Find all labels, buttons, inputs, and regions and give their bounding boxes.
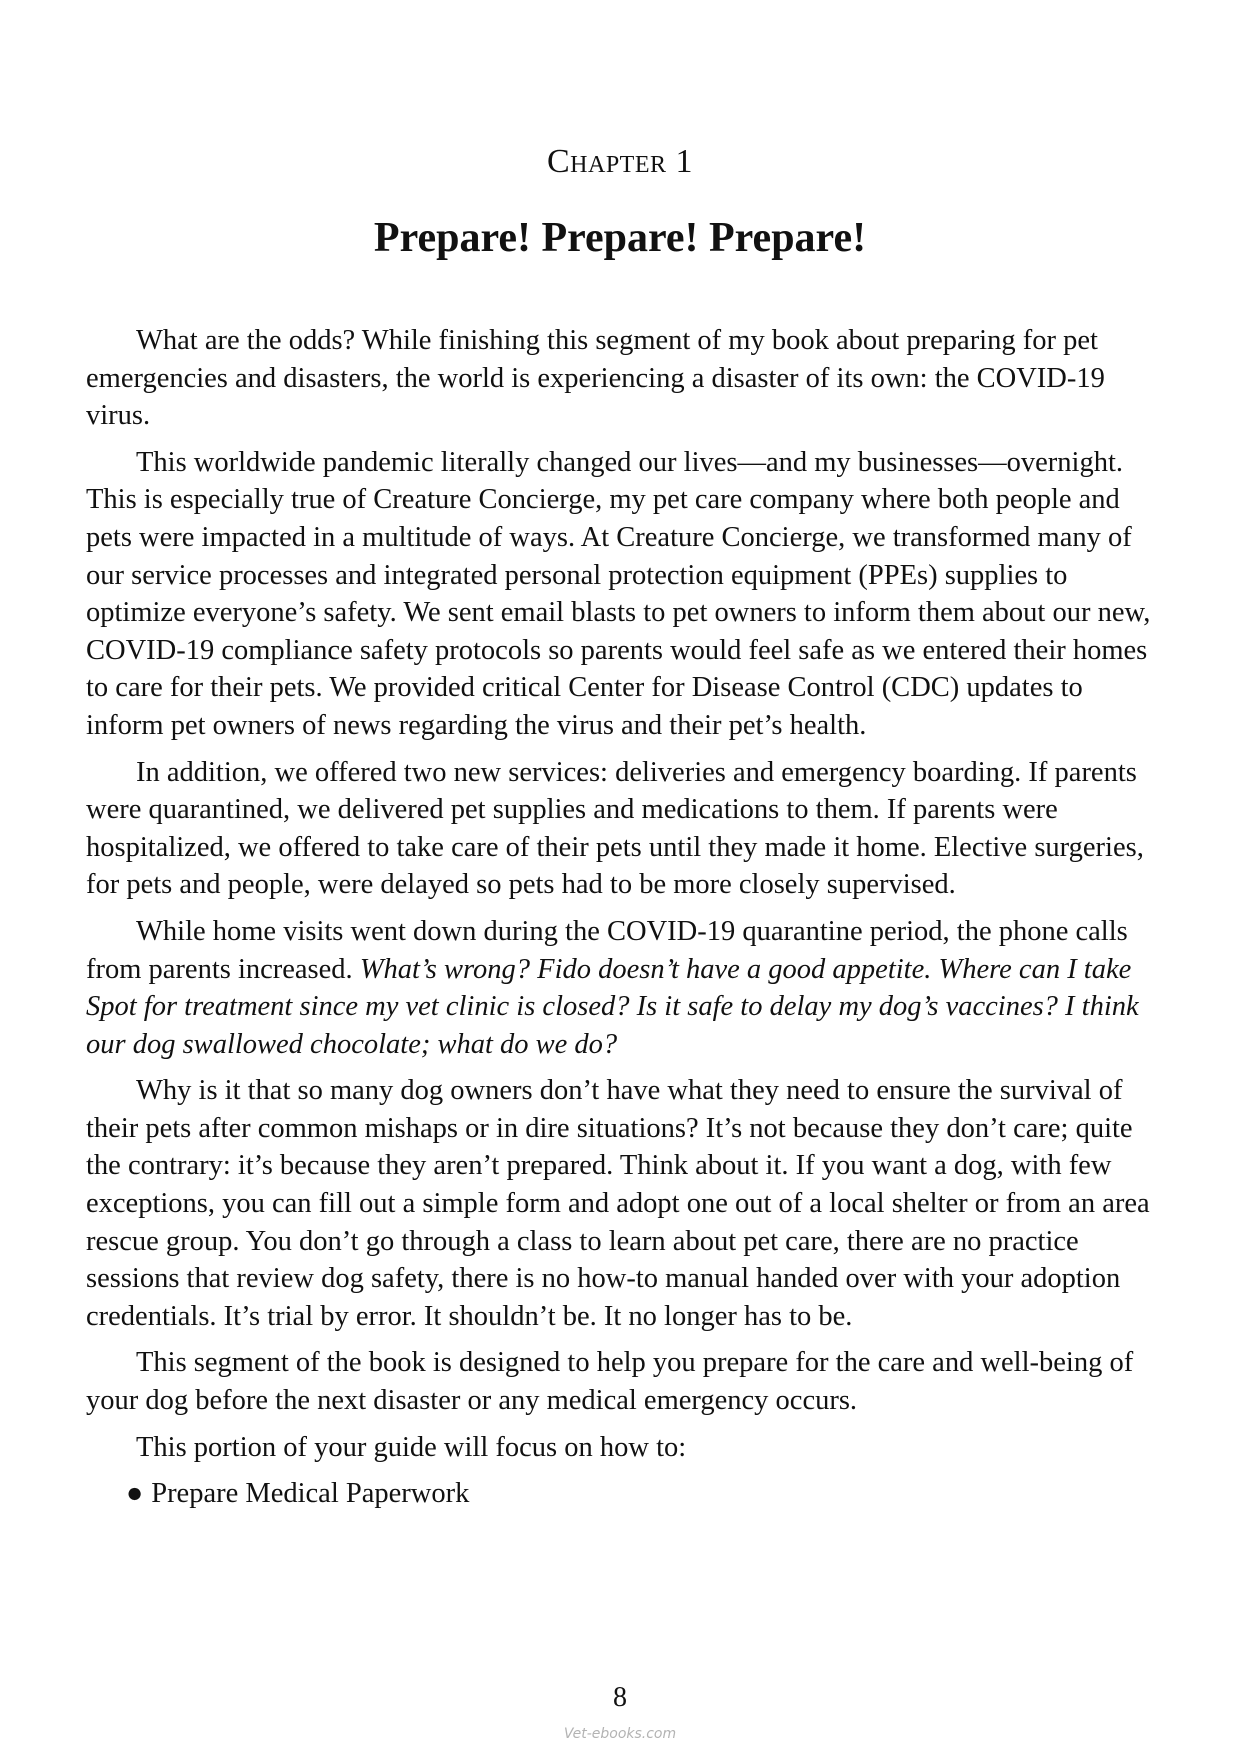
bullet-dot-icon: ● — [126, 1478, 144, 1510]
paragraph-text: While home visits went down during the COVID-19 quarantine period, the phone calls from parents increased. — [86, 915, 1128, 985]
chapter-body — [86, 322, 1154, 1513]
paragraph-text: This worldwide pandemic literally changed our lives—and my businesses—overnight. This is especially true of Creature Concierge, my pet care company where both people and pets were impacted in a multitude of ways. At Creature Concierge, we transformed many of our service processes and integrated personal protection equipment (PPEs) supplies to optimize everyone’s safety. We sent email blasts to pet owners to inform them about our new, COVID-19 compliance safety protocols so parents would feel safe as we entered their homes to care for their pets. We provided critical Center for Disease Control (CDC) updates to inform pet owners of news regarding the virus and their pet’s health. — [86, 446, 1151, 741]
paragraph — [86, 1429, 1154, 1467]
paragraph — [86, 1072, 1154, 1335]
paragraph — [86, 754, 1154, 904]
paragraph-text: In addition, we offered two new services: deliveries and emergency boarding. If parents were quarantined, we delivered pet supplies and medications to them. If parents were hospitalized, we offered to take care of their pets until they made it home. Elective surgeries, for pets and people, were delayed so pets had to be more closely supervised. — [86, 756, 1144, 901]
watermark-logo: Vet-ebooks.com — [563, 1726, 677, 1742]
paragraph-text: Why is it that so many dog owners don’t have what they need to ensure the survival of their pets after common mishaps or in dire situations? It’s not because they don’t care; quite the contrary: it’s because they aren’t prepared. Think about it. If you want a dog, with few exceptions, you can fill out a simple form and adopt one out of a local shelter or from an area rescue group. You don’t go through a class to learn about pet care, there are no practice sessions that review dog safety, there is no how-to manual handed over with your adoption credentials. It’s trial by error. It shouldn’t be. It no longer has to be. — [86, 1075, 1150, 1332]
bullet-item — [86, 1475, 1154, 1513]
chapter-label: Chapter 1 — [546, 143, 694, 180]
paragraph-text: What are the odds? While finishing this segment of my book about preparing for pet emergencies and disasters, the world is experiencing a disaster of its own: the COVID-19 virus. — [86, 325, 1105, 432]
paragraph — [86, 322, 1154, 435]
paragraph — [86, 444, 1154, 745]
book-page — [86, 0, 1154, 1754]
paragraph — [86, 1344, 1154, 1419]
chapter-title: Prepare! Prepare! Prepare! — [373, 215, 867, 261]
paragraph-italic-text: What’s wrong? Fido doesn’t have a good appetite. Where can I take Spot for treatment since my vet clinic is closed? Is it safe to delay my dog’s vaccines? I think our dog swallowed chocolate; what do we do? — [86, 953, 1139, 1060]
page-number: 8 — [613, 1682, 627, 1713]
paragraph-text: This portion of your guide will focus on how to: — [136, 1431, 687, 1463]
bullet-text: Prepare Medical Paperwork — [151, 1478, 470, 1510]
paragraph-text: This segment of the book is designed to help you prepare for the care and well-being of your dog before the next disaster or any medical emergency occurs. — [86, 1347, 1134, 1417]
paragraph — [86, 913, 1154, 1063]
